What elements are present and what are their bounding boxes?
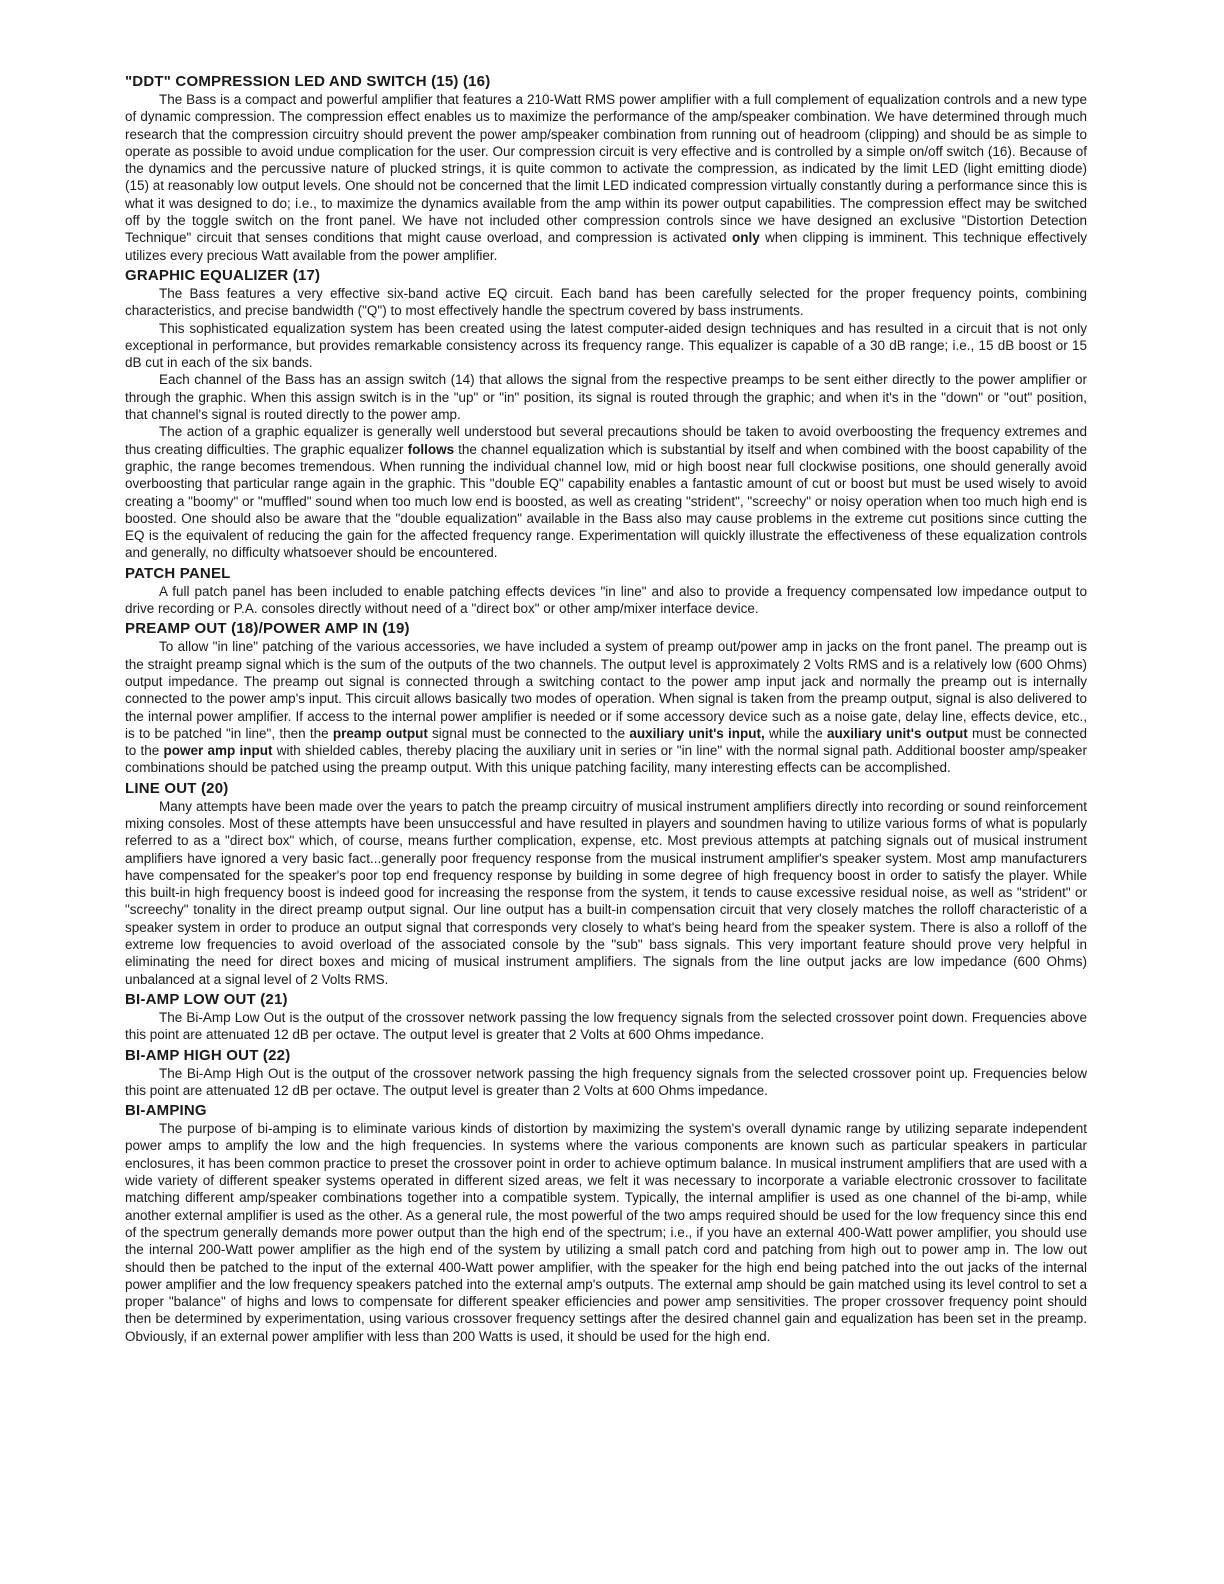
section-heading: "DDT" COMPRESSION LED AND SWITCH (15) (16) — [125, 73, 491, 90]
body-paragraph — [125, 583, 1087, 618]
body-paragraph — [125, 320, 1087, 372]
text-run: This sophisticated equalization system has been created using the latest computer-aided design techniques and has resulted in a circuit that is not only exceptional in performance, but provides remarkable consistency across its frequency range. This equalizer is capable of a 30 dB range; i.e., 15 dB boost or 15 dB cut in each of the six bands. — [125, 320, 1087, 371]
section-heading: LINE OUT (20) — [125, 779, 229, 797]
section — [125, 1101, 1087, 1345]
section-heading: GRAPHIC EQUALIZER (17) — [125, 266, 321, 284]
section — [125, 990, 1087, 1044]
text-run: The Bi-Amp Low Out is the output of the crossover network passing the low frequency signals from the selected crossover point down. Frequencies above this point are attenuated 12 dB per octave. The output level is greater that 2 Volts at 600 Ohms impedance. — [125, 1009, 1087, 1043]
section — [125, 619, 1087, 776]
section — [125, 564, 1087, 618]
emphasis-text: follows — [407, 441, 455, 457]
emphasis-text: preamp output — [332, 725, 428, 741]
section-heading: BI-AMP LOW OUT (21) — [125, 990, 288, 1008]
text-run: while the — [764, 725, 828, 741]
text-run: To allow "in line" patching of the various accessories, we have included a system of preamp out/power amp in jacks on the front panel. The preamp out is the straight preamp signal which is the sum of the outputs of the two channels. The output level is approximately 2 Volts RMS and is a relatively low (600 Ohms) output impedance. The preamp out signal is connected through a switching contact to the power amp input jack and normally the preamp out is internally connected to the power amp's input. This circuit allows basically two modes of operation. When signal is taken from the preamp output, signal is also delivered to the internal power amplifier. If access to the internal power amplifier is needed or if some accessory device such as a noise gate, delay line, effects device, etc., is to be patched "in line", then the — [125, 639, 1087, 741]
body-paragraph — [125, 91, 1087, 264]
emphasis-text: power amp input — [163, 743, 273, 759]
text-run: The Bi-Amp High Out is the output of the crossover network passing the high frequency signals from the selected crossover point up. Frequencies below this point are attenuated 12 dB per octave. The output level is greater than 2 Volts at 600 Ohms impedance. — [125, 1065, 1087, 1098]
body-paragraph — [125, 371, 1087, 423]
text-run: The Bass features a very effective six-band active EQ circuit. Each band has been carefully selected for the proper frequency points, combining characteristics, and precise bandwidth ("Q") to most effectively handle the spectrum covered by bass instruments. — [125, 285, 1087, 319]
text-run: Each channel of the Bass has an assign switch (14) that allows the signal from the respective preamps to be sent either directly to the power amplifier or through the graphic. When this assign switch is in the "up" or "in" position, its signal is routed through the graphic; and when it's in the "down" or "out" position, that channel's signal is routed directly to the power amp. — [125, 372, 1087, 423]
body-paragraph — [125, 423, 1087, 561]
section-heading: PATCH PANEL — [125, 564, 231, 582]
section-heading: BI-AMP HIGH OUT (22) — [125, 1046, 291, 1064]
section-heading: PREAMP OUT (18)/POWER AMP IN (19) — [125, 620, 410, 638]
emphasis-text: only — [731, 230, 760, 246]
text-run: The Bass is a compact and powerful amplifier that features a 210-Watt RMS power amplifier with a full complement of equalization controls and a new type of dynamic compression. The compression effect enables us to maximize the performance of the amp/speaker combination. We have determined through much research that the compression circuitry should prevent the power amp/speaker combination from running out of headroom (clipping) and should be as simple to operate as possible to avoid undue complication for the user. Our compression circuit is very effective and is controlled by a simple on/off switch (16). Because of the dynamics and the percussive nature of plucked strings, it is quite common to activate the compression, as indicated by the limit LED (light emitting diode) (15) at reasonably low output levels. One should not be concerned that the limit LED indicated compression virtually constantly during a performance since this is what it was designed to do; i.e., to maximize the dynamics available from the amp within its power output capabilities. The compression effect may be switched off by the toggle switch on the front panel. We have not included other compression controls since we have designed an exclusive "Distortion Detection Technique" circuit that senses conditions that might cause overload, and compression is activated — [125, 92, 1087, 246]
body-paragraph — [125, 1120, 1087, 1345]
section — [125, 1046, 1087, 1100]
emphasis-text: auxiliary unit's output — [827, 725, 968, 741]
text-run: The purpose of bi-amping is to eliminate various kinds of distortion by maximizing the system's overall dynamic range by utilizing separate independent power amps to amplify the low and the high frequencies. In systems where the various components are known such as particular speakers in particular enclosures, it has been common practice to preset the crossover point in order to achieve optimum balance. In musical instrument amplifiers that are used with a wide variety of different speaker systems operated in different sized areas, we felt it was necessary to incorporate a variable electronic crossover to facilitate matching different amp/speaker combinations together into a compatible system. Typically, the internal amplifier is used as one channel of the bi-amp, while another external amplifier is used as the other. As a general rule, the most powerful of the two amps required should be used for the low frequency since this end of the spectrum generally demands more power output than the high end of the spectrum; i.e., if you have an external 400-Watt power amplifier, you should use the internal 200-Watt power amplifier as the high end of the system by utilizing a small patch cord and patching from high out to power amp in. The low out should then be patched to the input of the external 400-Watt power amplifier, with the speaker for the high end being patched into the out jacks of the internal power amplifier and the low frequency speakers patched into the external amp's outputs. The external amp should be gain matched using its level control to set a proper "balance" of highs and lows to compensate for different speaker efficiencies and power amp sensitivities. The proper crossover frequency point should then be determined by experimentation, using various crossover frequency settings after the desired channel gain and equalization has been set in the preamp. Obviously, if an external power amplifier with less than 200 Watts is used, it should be used for the high end. — [125, 1121, 1087, 1344]
section — [125, 779, 1087, 988]
text-run: A full patch panel has been included to enable patching effects devices "in line" and also to provide a frequency compensated low impedance output to drive recording or P.A. consoles directly without need of a "direct box" or other amp/mixer interface device. — [125, 583, 1087, 617]
body-paragraph — [125, 798, 1087, 988]
text-run: Many attempts have been made over the years to patch the preamp circuitry of musical instrument amplifiers directly into recording or sound reinforcement mixing consoles. Most of these attempts have been unsuccessful and have resulted in players and soundmen having to utilize various forms of what is popularly referred to as a "direct box" which, of course, means further complication, expense, etc. Most previous attempts at patching signals out of musical instrument amplifiers have ignored a very basic fact...generally poor frequency response from the musical instrument amplifier's speaker system. Most amp manufacturers have compensated for the speaker's poor top end frequency response by building in some degree of high frequency boost in order to satisfy the player. While this built-in high frequency boost is indeed good for increasing the response from the system, it tends to cause excessive residual noise, as well as "strident" or "screechy" tonality in the direct preamp output signal. Our line output has a built-in compensation circuit that very closely matches the rolloff characteristic of a speaker system in order to produce an output signal that corresponds very closely to what's being heard from the speaker system. There is also a rolloff of the extreme low frequencies to avoid overload of the associated console by the "sub" bass signals. This very important feature should prove very helpful in eliminating the need for direct boxes and micing of musical instrument amplifiers. The signals from the line output jacks are low impedance (600 Ohms) unbalanced at a signal level of 2 Volts RMS. — [125, 798, 1087, 987]
body-paragraph — [125, 1065, 1087, 1100]
body-paragraph — [125, 1009, 1087, 1044]
emphasis-text: auxiliary unit's input, — [629, 725, 765, 741]
section — [125, 72, 1087, 264]
section-heading: BI-AMPING — [125, 1102, 207, 1120]
body-paragraph — [125, 638, 1087, 776]
document-page — [125, 70, 1087, 1345]
section — [125, 266, 1087, 562]
text-run: when clipping is imminent. This technique effectively utilizes every precious Watt available from the power amplifier. — [125, 230, 1087, 263]
text-run: with shielded cables, thereby placing the auxiliary unit in series or "in line" with the normal signal path. Additional booster amp/speaker combinations should be patched using the preamp output. With this unique patching facility, many interesting effects can be accomplished. — [125, 743, 1088, 776]
text-run: must be connected to the — [125, 725, 1087, 759]
text-run: the channel equalization which is substantial by itself and when combined with the boost capability of the graphic, the range becomes tremendous. When running the individual channel low, mid or high boost near full clockwise positions, one should generally avoid overboosting that particular range again in the graphic. This "double EQ" capability enables a fantastic amount of cut or boost but must be used wisely to avoid creating a "boomy" or "muffled" sound when too much low end is boosted, as well as creating "strident", "screechy" or noisy operation when too much high end is boosted. One should also be aware that the "double equalization" available in the Bass also may cause problems in the extreme cut positions since cutting the EQ is the equivalent of reducing the gain for the affected frequency range. Experimentation will quickly illustrate the effectiveness of these equalization controls and generally, no difficulty whatsoever should be encountered. — [125, 441, 1087, 561]
body-paragraph — [125, 285, 1087, 320]
text-run: signal must be connected to the — [427, 725, 630, 741]
text-run: The action of a graphic equalizer is generally well understood but several precautions should be taken to avoid overboosting the frequency extremes and thus creating difficulties. The graphic equalizer — [125, 424, 1087, 457]
